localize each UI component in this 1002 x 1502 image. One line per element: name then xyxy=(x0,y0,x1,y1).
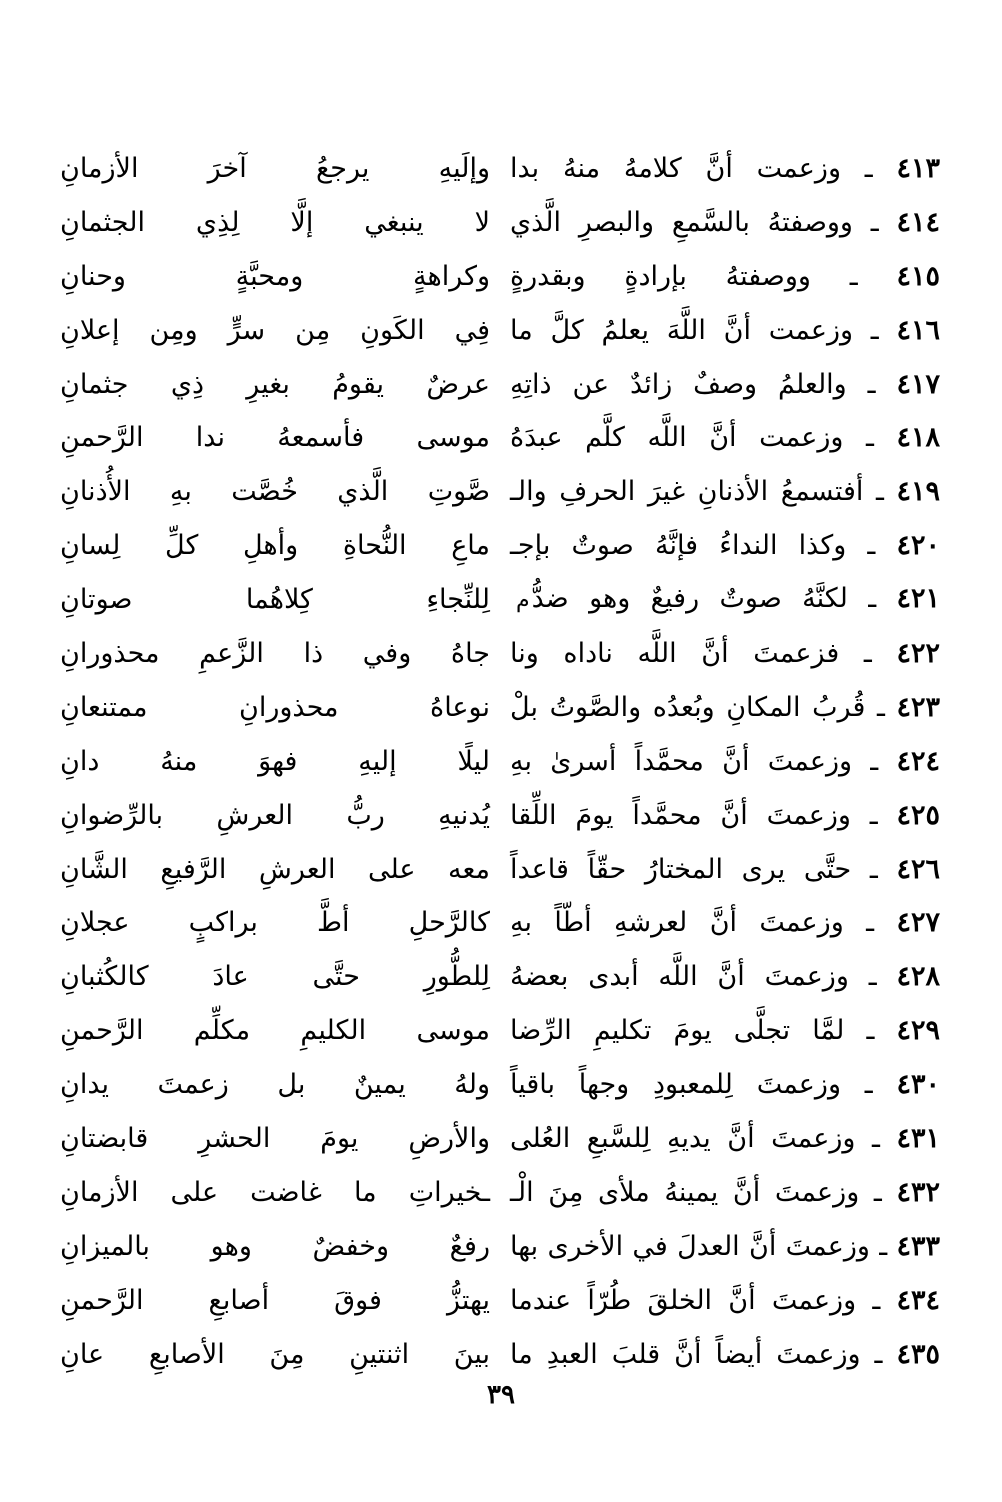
verse-number: ٤٣٠ xyxy=(896,1069,940,1101)
second-hemistich: صَّوتِ الَّذي خُصَّت بهِ الأُذنانِ xyxy=(60,476,490,508)
first-hemistich: ٤٢٤ ـ وزعمتَ أنَّ محمَّداً أسرىٰ بهِ xyxy=(510,745,940,777)
verse-number: ٤١٦ xyxy=(896,314,940,346)
verse-line xyxy=(60,411,940,465)
first-hemistich-text: أفتسمعُ الأذنانِ غيرَ الحرفِ والـ xyxy=(510,476,864,508)
verse-line xyxy=(60,573,940,627)
verse-number: ٤٣٢ xyxy=(896,1176,940,1208)
second-hemistich: جاهُ وفي ذا الزَّعمِ محذورانِ xyxy=(60,637,490,669)
continuation-mark: م xyxy=(516,588,530,614)
first-hemistich-text: لمَّا تجلَّى يومَ تكليمِ الرِّضا xyxy=(510,1015,845,1047)
second-hemistich: وكراهةٍ ومحبَّةٍ وحنانِ xyxy=(60,260,490,292)
verse-line xyxy=(60,1166,940,1220)
first-hemistich-text: فزعمتَ أنَّ اللَّه ناداه ونا xyxy=(510,637,840,669)
second-hemistich: يُدنيهِ ربُّ العرشِ بالرِّضوانِ xyxy=(60,799,490,831)
verse-number: ٤٢٧ xyxy=(896,907,940,939)
first-hemistich-text: وزعمتَ أنَّ لعرشهِ أطّاً بهِ xyxy=(510,907,844,939)
second-hemistich: ماعِ النُّحاةِ وأهلِ كلِّ لِسانِ xyxy=(60,530,490,562)
first-hemistich: ٤٣٣ ـ وزعمتَ أنَّ العدلَ في الأخرى بها xyxy=(510,1230,940,1262)
verse-number: ٤١٧ xyxy=(896,368,940,400)
first-hemistich-text: وزعمتَ أنَّ العدلَ في الأخرى بها xyxy=(510,1230,870,1262)
first-hemistich-text: وزعمتَ أنَّ الخلقَ طُرّاً عندما xyxy=(510,1284,857,1316)
first-hemistich: ٤٢١ ـ لكنَّهُ صوتٌ رفيعٌ وهو ضدُّم xyxy=(516,583,941,615)
first-hemistich-text: حتَّى يرى المختارُ حقّاً قاعداً xyxy=(510,853,852,885)
verse-line xyxy=(60,735,940,789)
verse-line xyxy=(60,142,940,196)
verse-line xyxy=(60,1328,940,1382)
verse-number: ٤٢١ xyxy=(896,583,941,615)
first-hemistich: ٤١٣ ـ وزعمت أنَّ كلامهُ منهُ بدا xyxy=(510,152,940,184)
second-hemistich: كالرَّحلِ أطَّ براكبٍ عجلانِ xyxy=(60,907,490,939)
verse-line xyxy=(60,950,940,1004)
first-hemistich-text: وزعمتَ أنَّ يمينهُ ملأى مِنَ الْـ xyxy=(510,1176,860,1208)
first-hemistich-text: ووصفتهُ بإرادةٍ وبقدرةٍ xyxy=(510,260,811,292)
first-hemistich-text: وكذا النداءُ فإنَّهُ صوتٌ بإجـ xyxy=(510,530,847,562)
first-hemistich: ٤١٩ ـ أفتسمعُ الأذنانِ غيرَ الحرفِ والـ xyxy=(510,476,940,508)
first-hemistich-text: وزعمتَ أنَّ محمَّداً أسرىٰ بهِ xyxy=(510,745,853,777)
verse-line xyxy=(60,358,940,412)
verse-number: ٤٣٣ xyxy=(896,1230,940,1262)
verse-line xyxy=(60,1004,940,1058)
first-hemistich: ٤١٦ ـ وزعمت أنَّ اللَّهَ يعلمُ كلَّ ما xyxy=(510,314,940,346)
first-hemistich-text: وزعمت أنَّ كلامهُ منهُ بدا xyxy=(510,152,841,184)
second-hemistich: ـخيراتِ ما غاضت على الأزمانِ xyxy=(60,1176,490,1208)
verse-line xyxy=(60,304,940,358)
verse-number: ٤١٥ xyxy=(896,260,940,292)
first-hemistich: ٤٢٩ ـ لمَّا تجلَّى يومَ تكليمِ الرِّضا xyxy=(510,1015,940,1047)
first-hemistich: ٤١٤ ـ ووصفتهُ بالسَّمعِ والبصرِ الَّذي xyxy=(510,206,941,238)
first-hemistich-text: وزعمتَ لِلمعبودِ وجهاً باقياً xyxy=(510,1069,841,1101)
verse-line xyxy=(60,627,940,681)
verse-line xyxy=(60,789,940,843)
first-hemistich-text: وزعمتَ أنَّ يديهِ لِلسَّبعِ العُلى xyxy=(510,1122,856,1154)
second-hemistich: لِلنِّجاءِ كِلاهُما صوتانِ xyxy=(60,584,490,616)
first-hemistich: ٤٢٣ ـ قُربُ المكانِ وبُعدُه والصَّوتُ بلْ xyxy=(510,691,940,723)
verse-number: ٤٢٨ xyxy=(896,961,940,993)
second-hemistich: ولهُ يمينٌ بل زعمتَ يدانِ xyxy=(60,1069,490,1101)
verse-number: ٤٢٤ xyxy=(896,745,940,777)
first-hemistich: ٤١٨ ـ وزعمت أنَّ اللَّه كلَّم عبدَهُ xyxy=(510,422,940,454)
first-hemistich: ٤٢٠ ـ وكذا النداءُ فإنَّهُ صوتٌ بإجـ xyxy=(510,530,940,562)
second-hemistich: فِي الكَونِ مِن سرٍّ ومِن إعلانِ xyxy=(60,314,490,346)
first-hemistich: ٤٣٤ ـ وزعمتَ أنَّ الخلقَ طُرّاً عندما xyxy=(510,1284,941,1316)
verse-line xyxy=(60,896,940,950)
verse-list xyxy=(60,142,940,1381)
first-hemistich: ٤٢٨ ـ وزعمتَ أنَّ اللَّه أبدى بعضهُ xyxy=(510,961,940,993)
verse-line xyxy=(60,1058,940,1112)
first-hemistich: ٤٣٥ ـ وزعمتَ أيضاً أنَّ قلبَ العبدِ ما xyxy=(510,1338,941,1370)
second-hemistich: رفعٌ وخفضٌ وهو بالميزانِ xyxy=(60,1230,490,1262)
verse-number: ٤٢٢ xyxy=(896,637,940,669)
verse-line xyxy=(60,250,940,304)
second-hemistich: ليلًا إليهِ فهوَ منهُ دانِ xyxy=(60,745,490,777)
second-hemistich: يهتزُّ فوقَ أصابعِ الرَّحمنِ xyxy=(60,1284,490,1316)
verse-number: ٤١٩ xyxy=(896,476,940,508)
second-hemistich: وإلَيهِ يرجعُ آخرَ الأزمانِ xyxy=(60,152,490,184)
first-hemistich-text: والعلمُ وصفٌ زائدٌ عن ذاتِهِ xyxy=(510,368,847,400)
second-hemistich: عرضٌ يقومُ بغيرِ ذِي جثمانِ xyxy=(60,368,490,400)
verse-line xyxy=(60,465,940,519)
second-hemistich: نوعاهُ محذورانِ ممتنعانِ xyxy=(60,691,490,723)
second-hemistich: موسى فأسمعهُ ندا الرَّحمنِ xyxy=(60,422,490,454)
verse-number: ٤٣٤ xyxy=(896,1284,941,1316)
second-hemistich: موسى الكليمِ مكلِّم الرَّحمنِ xyxy=(60,1015,490,1047)
verse-line xyxy=(60,1274,940,1328)
verse-number: ٤١٣ xyxy=(896,152,940,184)
second-hemistich: والأرضِ يومَ الحشرِ قابضتانِ xyxy=(60,1122,490,1154)
first-hemistich: ٤١٥ ـ ووصفتهُ بإرادةٍ وبقدرةٍ xyxy=(510,260,940,292)
verse-number: ٤١٨ xyxy=(896,422,940,454)
verse-line xyxy=(60,196,940,250)
verse-number: ٤٣٥ xyxy=(896,1338,941,1370)
verse-line xyxy=(60,519,940,573)
first-hemistich: ٤٣٢ ـ وزعمتَ أنَّ يمينهُ ملأى مِنَ الْـ xyxy=(510,1176,940,1208)
second-hemistich: معه على العرشِ الرَّفيعِ الشَّانِ xyxy=(60,853,490,885)
first-hemistich-text: وزعمتَ أنَّ اللَّه أبدى بعضهُ xyxy=(510,961,849,993)
second-hemistich: لا ينبغي إلَّا لِذِي الجثمانِ xyxy=(60,206,490,238)
verse-number: ٤٢٥ xyxy=(896,799,941,831)
verse-line xyxy=(60,681,940,735)
verse-line xyxy=(60,1112,940,1166)
first-hemistich-text: ووصفتهُ بالسَّمعِ والبصرِ الَّذي xyxy=(510,206,853,238)
first-hemistich: ٤١٧ ـ والعلمُ وصفٌ زائدٌ عن ذاتِهِ xyxy=(510,368,940,400)
first-hemistich-text: قُربُ المكانِ وبُعدُه والصَّوتُ بلْ xyxy=(510,691,866,723)
first-hemistich: ٤٢٧ ـ وزعمتَ أنَّ لعرشهِ أطّاً بهِ xyxy=(510,907,940,939)
second-hemistich: بينَ اثنتينِ مِنَ الأصابعِ عانِ xyxy=(60,1338,490,1370)
verse-number: ٤٢٦ xyxy=(896,853,940,885)
verse-line xyxy=(60,1220,940,1274)
first-hemistich: ٤٢٦ ـ حتَّى يرى المختارُ حقّاً قاعداً xyxy=(510,853,940,885)
verse-line xyxy=(60,843,940,897)
first-hemistich: ٤٣٠ ـ وزعمتَ لِلمعبودِ وجهاً باقياً xyxy=(510,1069,940,1101)
second-hemistich: لِلطُّورِ حتَّى عادَ كالكُثبانِ xyxy=(60,961,490,993)
verse-number: ٤٢٣ xyxy=(896,691,940,723)
first-hemistich-text: وزعمتَ أيضاً أنَّ قلبَ العبدِ ما xyxy=(510,1338,861,1370)
verse-number: ٤١٤ xyxy=(896,206,941,238)
verse-number: ٤٢٩ xyxy=(896,1015,940,1047)
first-hemistich: ٤٣١ ـ وزعمتَ أنَّ يديهِ لِلسَّبعِ العُلى xyxy=(510,1122,940,1154)
verse-number: ٤٢٠ xyxy=(896,530,940,562)
verse-number: ٤٣١ xyxy=(896,1122,940,1154)
first-hemistich-text: وزعمت أنَّ اللَّه كلَّم عبدَهُ xyxy=(510,422,844,454)
first-hemistich-text: لكنَّهُ صوتٌ رفيعٌ وهو ضدُّ xyxy=(531,583,848,615)
first-hemistich: ٤٢٢ ـ فزعمتَ أنَّ اللَّه ناداه ونا xyxy=(510,637,940,669)
first-hemistich-text: وزعمت أنَّ اللَّهَ يعلمُ كلَّ ما xyxy=(510,314,854,346)
first-hemistich: ٤٢٥ ـ وزعمتَ أنَّ محمَّداً يومَ اللِّقا xyxy=(510,799,941,831)
page-number: ٣٩ xyxy=(487,1380,515,1410)
first-hemistich-text: وزعمتَ أنَّ محمَّداً يومَ اللِّقا xyxy=(510,799,851,831)
